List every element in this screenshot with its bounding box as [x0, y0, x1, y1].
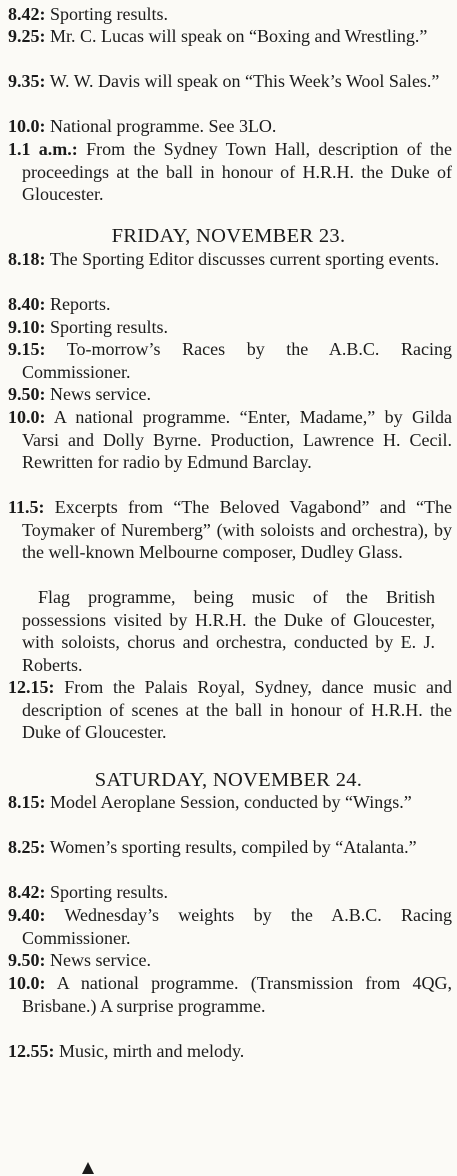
listing-entry: 9.25: Mr. C. Lucas will speak on “Boxing and Wrestling.”	[8, 26, 428, 46]
listing-entry: 8.40: Reports.	[8, 294, 111, 314]
listing-entry: 9.40: Wednesday’s weights by the A.B.C. Racing Commissioner.	[8, 905, 452, 948]
listing-entry: 9.50: News service.	[8, 384, 151, 404]
listing-entry: 8.42: Sporting results.	[8, 4, 169, 24]
listing-entry: 8.15: Model Aeroplane Session, conducted by “Wings.”	[8, 792, 412, 812]
listing-entry: 8.42: Sporting results.	[8, 882, 169, 902]
listing-entry: 9.35: W. W. Davis will speak on “This Week’s Wool Sales.”	[8, 71, 440, 91]
listing-entry: 9.10: Sporting results.	[8, 317, 169, 337]
flag-programme-paragraph: Flag programme, being music of the British possessions visited by H.R.H. the Duke of Gloucester, with soloists, chorus and orchestra, conducted by E. J. Roberts.	[22, 587, 435, 675]
listing-entry: 12.55: Music, mirth and melody.	[8, 1041, 245, 1061]
listing-entry: 8.18: The Sporting Editor discusses current sporting events.	[8, 249, 440, 269]
listing-entry: 10.0: National programme. See 3LO.	[8, 116, 277, 136]
listing-entry: 10.0: A national programme. “Enter, Madame,” by Gilda Varsi and Dolly Byrne. Production, Lawrence H. Cecil. Rewritten for radio by Edmund Barclay.	[8, 407, 452, 473]
day-heading-saturday: SATURDAY, NOVEMBER 24.	[94, 769, 363, 791]
listing-entry: 1.1 a.m.: From the Sydney Town Hall, description of the proceedings at the ball in honour of H.R.H. the Duke of Gloucester.	[8, 139, 452, 205]
caret-mark-icon	[82, 1162, 94, 1174]
listing-entry: 9.50: News service.	[8, 950, 151, 970]
listing-entry: 8.25: Women’s sporting results, compiled by “Atalanta.”	[8, 837, 417, 857]
listing-entry: 12.15: From the Palais Royal, Sydney, dance music and description of scenes at the ball in honour of H.R.H. the Duke of Gloucester.	[8, 677, 452, 743]
listing-entry: 11.5: Excerpts from “The Beloved Vagabond” and “The Toymaker of Nuremberg” (with soloists and orchestra), by the well-known Melbourne composer, Dudley Glass.	[8, 497, 453, 563]
listing-entry: 10.0: A national programme. (Transmission from 4QG, Brisbane.) A surprise programme.	[8, 973, 452, 1016]
listing-entry: 9.15: To-morrow’s Races by the A.B.C. Racing Commissioner.	[8, 339, 452, 382]
day-heading-friday: FRIDAY, NOVEMBER 23.	[111, 225, 346, 247]
